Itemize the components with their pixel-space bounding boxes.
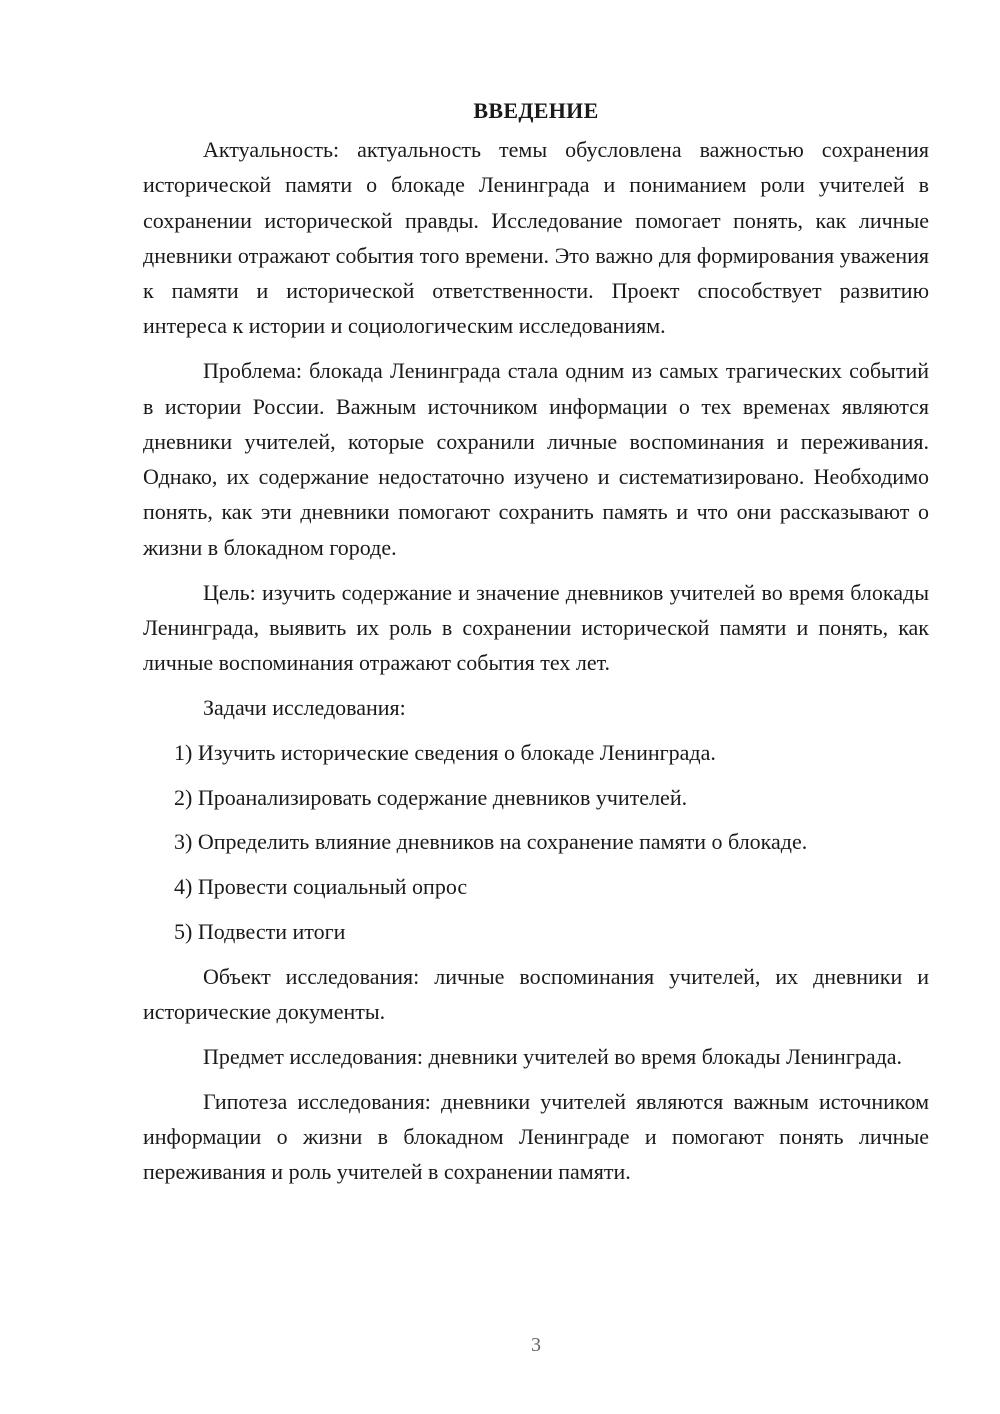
page-title: ВВЕДЕНИЕ bbox=[473, 98, 599, 123]
subject-paragraph: Предмет исследования: дневники учителей во время блокады Ленинграда. bbox=[203, 1043, 903, 1069]
task-item: 3) Определить влияние дневников на сохранение памяти о блокаде. bbox=[174, 829, 808, 855]
relevance-paragraph: Актуальность: актуальность темы обусловлена важностью сохранения исторической памяти о блокаде Ленинграда и пониманием роли учителей в сохранении исторической правды. Исследование помогает понять, как личные дневники отражают события того времени. Это важно для формирования уважения к памяти и исторической ответственности. Проект способствует развитию интереса к истории и социологическим исследованиям. bbox=[143, 137, 929, 339]
task-list bbox=[143, 735, 929, 949]
goal-paragraph: Цель: изучить содержание и значение дневников учителей во время блокады Ленинграда, выявить их роль в сохранении исторической памяти и понять, как личные воспоминания отражают события тех лет. bbox=[143, 579, 929, 676]
task-item: 1) Изучить исторические сведения о блокаде Ленинграда. bbox=[174, 739, 716, 765]
hypothesis-paragraph: Гипотеза исследования: дневники учителей являются важным источником информации о жизни в блокадном Ленинграде и помогают понять личные переживания и роль учителей в сохранении памяти. bbox=[143, 1088, 929, 1185]
problem-paragraph: Проблема: блокада Ленинграда стала одним из самых трагических событий в истории России. Важным источником информации о тех временах являются дневники учителей, которые сохранили личные воспоминания и переживания. Однако, их содержание недостаточно изучено и систематизировано. Необходимо понять, как эти дневники помогают сохранить память и что они рассказывают о жизни в блокадном городе. bbox=[143, 358, 929, 560]
page-number: 3 bbox=[531, 1334, 541, 1356]
task-item: 5) Подвести итоги bbox=[174, 918, 346, 944]
task-item: 2) Проанализировать содержание дневников учителей. bbox=[174, 784, 688, 810]
tasks-title: Задачи исследования: bbox=[203, 694, 406, 720]
document-page bbox=[143, 96, 929, 1199]
task-item: 4) Провести социальный опрос bbox=[174, 874, 468, 900]
object-paragraph: Объект исследования: личные воспоминания учителей, их дневники и исторические документы. bbox=[143, 963, 929, 1025]
